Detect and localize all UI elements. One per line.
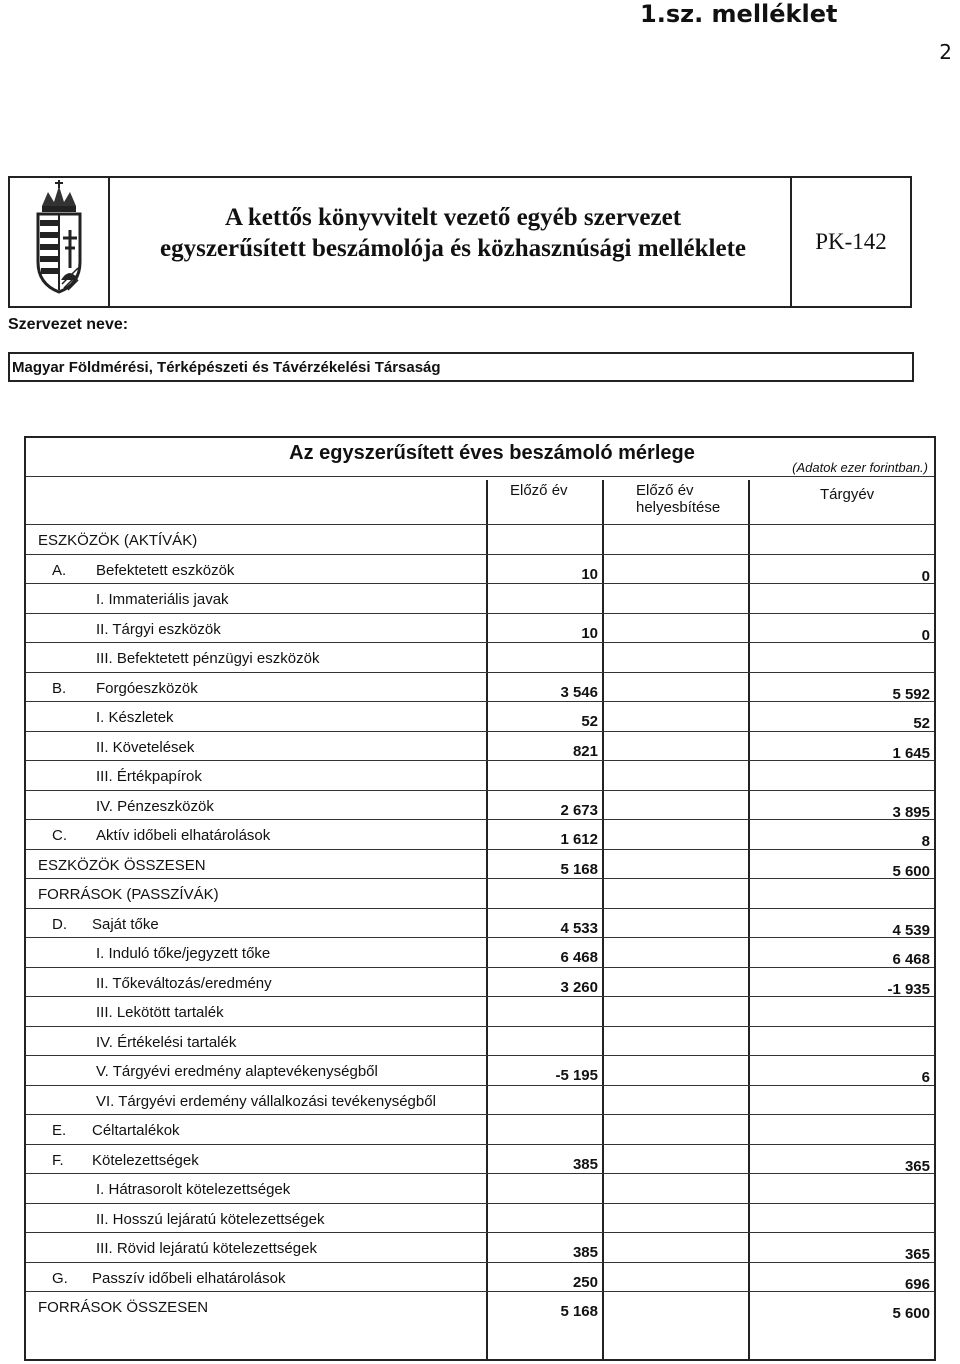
- current-year-value: 3 895: [892, 803, 930, 821]
- row-label: III. Rövid lejáratú kötelezettségek: [96, 1240, 317, 1257]
- form-code: PK-142: [790, 178, 910, 306]
- previous-year-value: 5 168: [560, 1303, 598, 1320]
- row-code: C.: [52, 827, 67, 844]
- current-year-value: 0: [921, 567, 930, 585]
- row-label: Kötelezettségek: [92, 1151, 199, 1169]
- row-code: B.: [52, 679, 67, 697]
- previous-year-value: 2 673: [560, 801, 598, 819]
- row-label: Forgóeszközök: [96, 679, 198, 697]
- row-label: II. Követelések: [96, 738, 195, 756]
- current-year-value: 8: [921, 833, 930, 850]
- form-header: [8, 176, 912, 308]
- previous-year-value: -5 195: [555, 1067, 598, 1084]
- previous-year-value: 4 533: [560, 919, 598, 937]
- col-restatement-line1: Előző év: [636, 482, 694, 499]
- crest-cell: [10, 178, 110, 306]
- row-code: E.: [52, 1122, 67, 1139]
- current-year-value: 6 468: [892, 951, 930, 968]
- previous-year-value: 3 260: [560, 978, 598, 996]
- row-label: III. Befektetett pénzügyi eszközök: [96, 650, 320, 667]
- previous-year-value: 5 168: [560, 860, 598, 878]
- row-rule: [26, 760, 934, 761]
- units-note: (Adatok ezer forintban.): [792, 460, 928, 475]
- form-title-line2: egyszerűsített beszámolója és közhasznúsági melléklete: [160, 235, 746, 262]
- row-code: G.: [52, 1269, 68, 1287]
- row-label: Saját tőke: [92, 915, 159, 933]
- coat-of-arms-icon: [14, 180, 104, 304]
- row-label: II. Tőkeváltozás/eredmény: [96, 974, 272, 992]
- row-label: VI. Tárgyévi erdemény vállalkozási tevékenységből: [96, 1092, 436, 1110]
- row-label: I. Készletek: [96, 709, 174, 726]
- col-previous-year: Előző év: [510, 482, 568, 499]
- row-rule: [26, 554, 934, 555]
- row-rule: [26, 1262, 934, 1263]
- current-year-value: -1 935: [887, 980, 930, 998]
- previous-year-value: 385: [572, 1155, 598, 1173]
- row-rule: [26, 937, 934, 938]
- current-year-value: 5 600: [892, 1305, 930, 1322]
- form-title-line1: A kettős könyvvitelt vezető egyéb szervezet: [224, 204, 682, 231]
- previous-year-value: 385: [572, 1244, 598, 1261]
- row-label: II. Hosszú lejáratú kötelezettségek: [96, 1210, 325, 1228]
- row-rule: [26, 524, 934, 525]
- previous-year-value: 3 546: [560, 683, 598, 701]
- row-label: IV. Értékelési tartalék: [96, 1033, 237, 1051]
- row-rule: [26, 1203, 934, 1204]
- row-label: I. Immateriális javak: [96, 591, 229, 608]
- row-label: III. Lekötött tartalék: [96, 1004, 224, 1021]
- row-rule: [26, 701, 934, 702]
- row-code: D.: [52, 915, 67, 933]
- row-label: I. Induló tőke/jegyzett tőke: [96, 945, 271, 962]
- current-year-value: 6: [921, 1069, 930, 1086]
- row-label: Passzív időbeli elhatárolások: [92, 1269, 286, 1287]
- previous-year-value: 250: [572, 1273, 598, 1291]
- row-rule: [26, 1232, 934, 1233]
- page-heading: 1.sz. melléklet: [640, 0, 838, 28]
- row-rule: [26, 1291, 934, 1292]
- row-rule: [26, 731, 934, 732]
- row-label: IV. Pénzeszközök: [96, 797, 214, 815]
- row-rule: [26, 672, 934, 673]
- balance-sheet-table: [24, 436, 936, 1361]
- row-code: F.: [52, 1151, 64, 1169]
- title-rule: [26, 476, 934, 477]
- row-rule: [26, 1114, 934, 1115]
- row-rule: [26, 996, 934, 997]
- page-number: 2: [939, 40, 952, 64]
- row-rule: [26, 642, 934, 643]
- current-year-value: 365: [904, 1246, 930, 1263]
- row-rule: [26, 583, 934, 584]
- row-rule: [26, 878, 934, 879]
- col-current-year: Tárgyév: [820, 486, 875, 503]
- row-rule: [26, 1026, 934, 1027]
- row-label: Aktív időbeli elhatárolások: [96, 827, 271, 844]
- previous-year-value: 10: [581, 624, 598, 642]
- row-label: II. Tárgyi eszközök: [96, 620, 221, 638]
- row-rule: [26, 613, 934, 614]
- current-year-value: 52: [913, 715, 930, 732]
- organization-name: Magyar Földmérési, Térképészeti és Távérzékelési Társaság: [12, 359, 441, 376]
- previous-year-value: 6 468: [560, 949, 598, 966]
- row-label: ESZKÖZÖK ÖSSZESEN: [38, 856, 206, 874]
- previous-year-value: 1 612: [560, 831, 598, 848]
- row-label: V. Tárgyévi eredmény alaptevékenységből: [96, 1063, 378, 1080]
- col-restatement-line2: helyesbítése: [636, 499, 721, 516]
- current-year-value: 4 539: [892, 921, 930, 939]
- row-label: FORRÁSOK (PASSZÍVÁK): [38, 886, 219, 903]
- row-rule: [26, 1085, 934, 1086]
- row-label: FORRÁSOK ÖSSZESEN: [38, 1299, 209, 1316]
- form-title: [110, 202, 796, 264]
- row-rule: [26, 819, 934, 820]
- row-label: Befektetett eszközök: [96, 561, 235, 579]
- row-label: III. Értékpapírok: [96, 768, 202, 785]
- previous-year-value: 10: [581, 565, 598, 583]
- col-restatement: [636, 482, 720, 516]
- balance-sheet-title: Az egyszerűsített éves beszámoló mérlege: [289, 442, 695, 464]
- current-year-value: 0: [921, 626, 930, 644]
- row-rule: [26, 790, 934, 791]
- organization-label: Szervezet neve:: [8, 316, 129, 333]
- current-year-value: 5 600: [892, 862, 930, 880]
- row-rule: [26, 849, 934, 850]
- current-year-value: 5 592: [892, 685, 930, 703]
- previous-year-value: 52: [581, 713, 598, 730]
- current-year-value: 1 645: [892, 744, 930, 762]
- organization-box: [8, 352, 914, 382]
- row-label: ESZKÖZÖK (AKTÍVÁK): [38, 532, 198, 549]
- row-rule: [26, 1173, 934, 1174]
- current-year-value: 365: [904, 1157, 930, 1175]
- row-rule: [26, 908, 934, 909]
- current-year-value: 696: [904, 1275, 930, 1293]
- row-label: I. Hátrasorolt kötelezettségek: [96, 1181, 291, 1198]
- row-rule: [26, 967, 934, 968]
- row-rule: [26, 1055, 934, 1056]
- row-code: A.: [52, 561, 67, 579]
- row-rule: [26, 1144, 934, 1145]
- row-label: Céltartalékok: [92, 1122, 180, 1139]
- previous-year-value: 821: [572, 742, 598, 760]
